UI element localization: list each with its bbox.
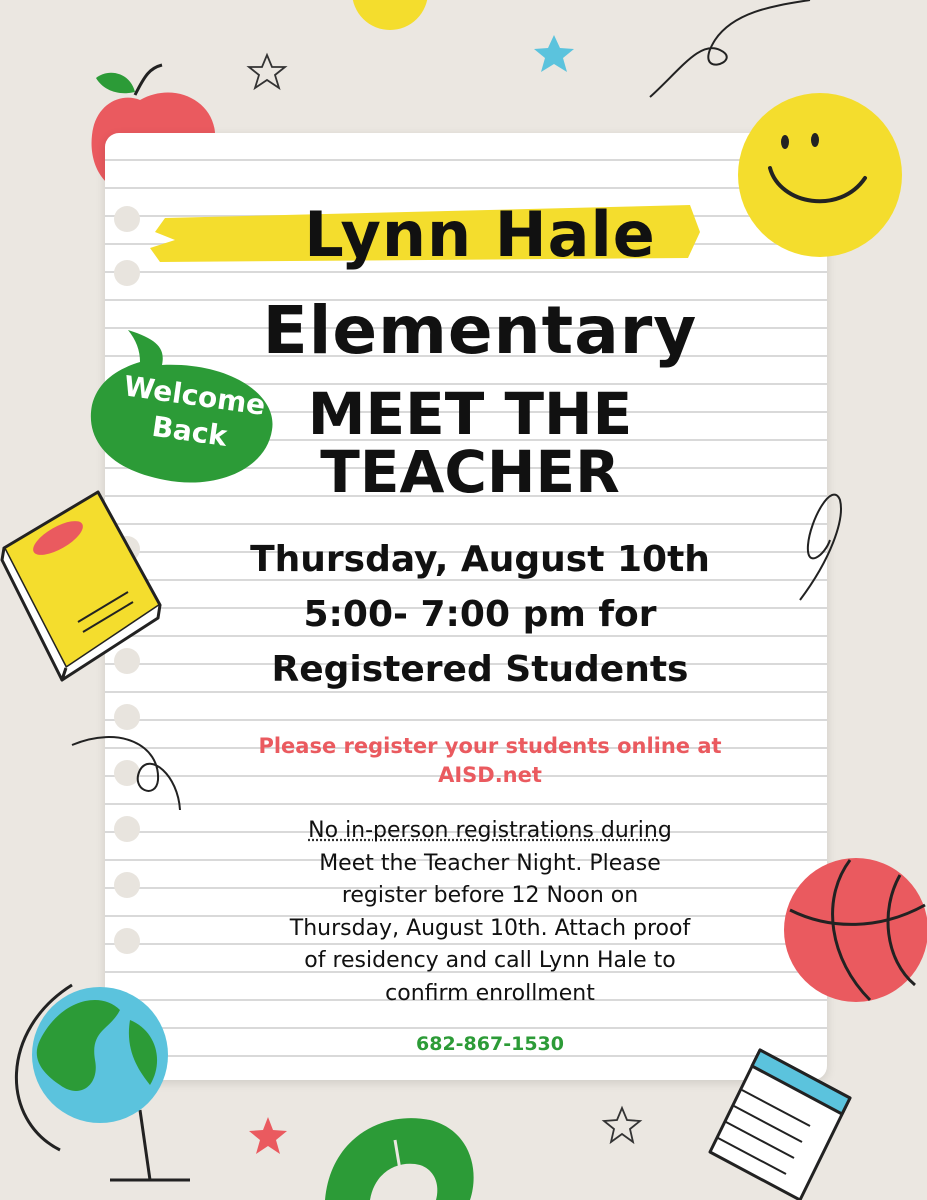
registration-link[interactable]: AISD.net <box>438 763 542 787</box>
event-title <box>250 380 690 506</box>
basketball-icon <box>784 858 927 1002</box>
notice-line: confirm enrollment <box>385 980 595 1006</box>
registration-line: Please register your students online at <box>258 734 722 758</box>
notice-line: Thursday, August 10th. Attach proof <box>289 915 691 941</box>
book-icon <box>2 492 160 680</box>
phone-number[interactable]: 682-867-1530 <box>416 1033 564 1055</box>
event-title-line: MEET THE <box>307 380 633 448</box>
event-date: Thursday, August 10th <box>250 539 710 580</box>
event-details <box>190 532 770 697</box>
in-person-notice <box>200 815 780 1010</box>
registration-notice <box>235 732 745 790</box>
school-name-line2: Elementary <box>262 292 698 369</box>
event-time: 5:00- 7:00 pm for <box>303 594 657 635</box>
event-audience: Registered Students <box>271 649 689 690</box>
bubble-line: Welcome <box>121 369 268 422</box>
notice-line: register before 12 Noon on <box>341 883 639 908</box>
star-outline-icon <box>604 1108 640 1142</box>
protractor-icon <box>325 1118 474 1200</box>
notice-line: No in-person registrations during <box>308 818 672 843</box>
globe-icon <box>16 985 190 1180</box>
bubble-line: Back <box>149 409 230 453</box>
smiley-face-icon <box>738 93 902 257</box>
notice-line: Meet the Teacher Night. Please <box>319 850 661 876</box>
notice-line: of residency and call Lynn Hale to <box>304 948 676 973</box>
notepad-icon <box>710 1050 850 1200</box>
school-name-line1: Lynn Hale <box>304 198 656 271</box>
event-title-line: TEACHER <box>320 438 620 506</box>
swirl-line-decoration <box>800 495 841 600</box>
swirl-line-decoration <box>72 737 180 810</box>
star-icon <box>249 1117 287 1154</box>
